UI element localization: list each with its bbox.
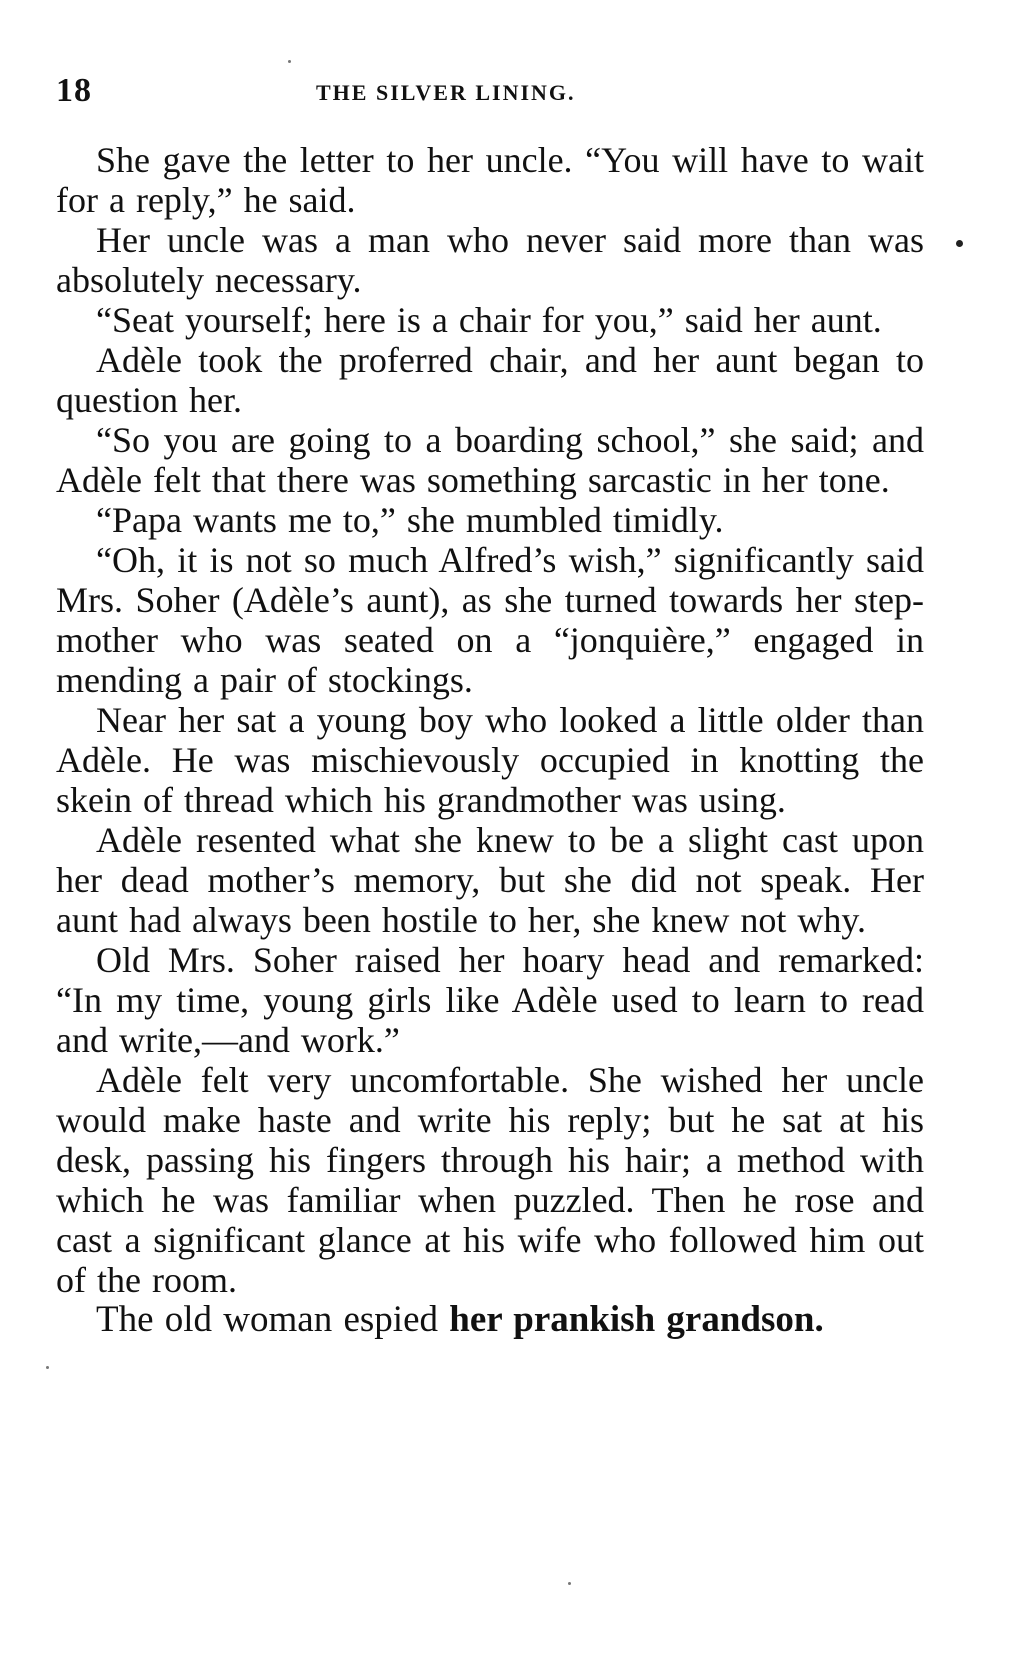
last-line-bold: her prankish grandson. [449,1299,824,1340]
margin-dot-mark [956,240,963,247]
paragraph: “Oh, it is not so much Alfred’s wish,” significantly said Mrs. Soher (Adèle’s aunt), as she turned towards her step-mother who was seated on a “jonquière,” engaged in mending a pair of stockings. [56,540,924,700]
paragraph: Adèle felt very uncomfortable. She wished her uncle would make haste and write his reply; but he sat at his desk, passing his fingers through his hair; a method with which he was familiar when puzzled. Then he rose and cast a significant glance at his wife who followed him out of the room. [56,1060,924,1300]
page-header [56,72,924,112]
print-speck [568,1582,571,1585]
paragraph: “Papa wants me to,” she mumbled timidly. [96,500,724,540]
body-text [56,140,924,1340]
last-line [56,1300,924,1340]
paragraph: Adèle resented what she knew to be a slight cast upon her dead mother’s memory, but she did not speak. Her aunt had always been hostile to her, she knew not why. [56,820,924,940]
page-number: 18 [56,72,92,109]
paragraph: Old Mrs. Soher raised her hoary head and remarked: “In my time, young girls like Adèle used to learn to read and write,—and work.” [56,940,924,1060]
paragraph: Near her sat a young boy who looked a little older than Adèle. He was mischievously occupied in knotting the skein of thread which his grandmother was using. [56,700,924,820]
paragraph: Her uncle was a man who never said more than was absolutely necessary. [56,220,924,300]
print-speck [288,60,291,63]
running-title: THE SILVER LINING. [316,80,576,105]
last-line-normal: The old woman espied [96,1299,450,1340]
paragraph: “So you are going to a boarding school,” she said; and Adèle felt that there was something sarcastic in her tone. [56,420,924,500]
paragraph: Adèle took the proferred chair, and her aunt began to question her. [56,340,924,420]
paragraph: She gave the letter to her uncle. “You will have to wait for a reply,” he said. [56,140,924,220]
print-speck [46,1366,49,1369]
paragraph: “Seat yourself; here is a chair for you,” said her aunt. [96,300,882,340]
